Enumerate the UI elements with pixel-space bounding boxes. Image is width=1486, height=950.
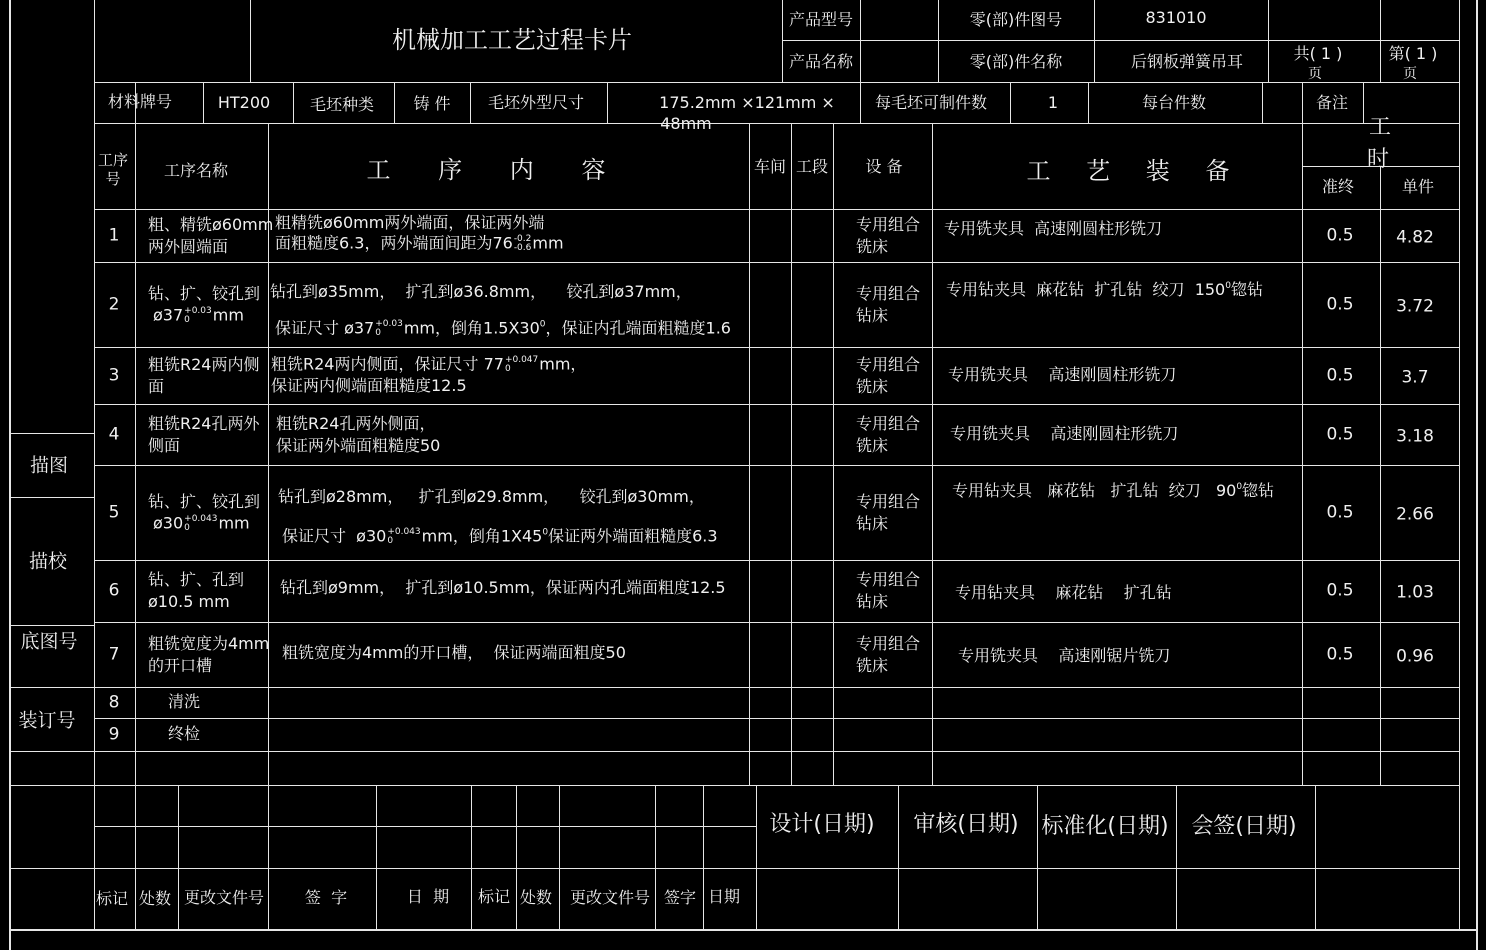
op-no: 4 [108,424,120,444]
footer-change-doc: 更改文件号 [569,888,651,907]
footer-change-doc: 更改文件号 [183,888,265,907]
op-unit-time: 2.66 [1396,504,1434,524]
tolerance-stack [387,528,420,546]
side-label-binding-no: 装订号 [18,709,76,732]
grid-line [394,82,395,123]
total-pages-label: 共( 1 ) [1293,44,1343,63]
part-drawing-no-label: 零(部)件图号 [969,10,1063,29]
grid-line [10,625,94,626]
op-equipment: 专用组合 [856,283,921,303]
grid-line [94,826,756,827]
text-run: 专用钻夹具 麻花钻 扩孔钻 绞刀 90 [952,481,1237,500]
op-setup-time: 0.5 [1326,644,1354,664]
text-run: 保证尺寸 ø30 [282,526,387,546]
grid-line [94,82,1459,83]
tooling-header: 工 艺 装 备 [1026,157,1230,185]
grid-line [516,785,517,930]
text-run: 锪钻 [1230,280,1263,299]
op-no: 5 [108,502,120,522]
grid-line [1268,0,1269,82]
op-setup-time: 0.5 [1326,424,1354,444]
grid-line [10,868,1459,869]
op-name: 清洗 [167,691,201,711]
grid-line [293,82,294,123]
card-title: 机械加工工艺过程卡片 [392,26,632,54]
grid-line [9,0,11,950]
op-name: 面 [148,376,165,396]
op-equipment: 铣床 [856,655,889,675]
op-content: 钻孔到ø28mm， 扩孔到ø29.8mm， 铰孔到ø30mm， [278,487,705,506]
grid-line [655,785,656,930]
op-content: 粗铣宽度为4mm的开口槽， 保证两端面粗度50 [282,643,626,662]
text-run: mm [218,513,250,532]
op-setup-time: 0.5 [1326,225,1354,245]
op-name: 终检 [167,723,201,743]
op-content: 保证两外端面粗糙度50 [276,436,441,455]
op-equipment: 钻床 [856,513,889,533]
text-run: ，保证内孔端面粗糙度1.6 [545,318,731,338]
footer-signature: 签 字 [304,888,348,907]
grid-line [1476,0,1478,950]
upper-deviation: +0.047 [504,355,539,365]
op-no: 9 [108,724,120,744]
op-content [282,528,718,546]
blank-type-value: 铸 件 [413,94,451,113]
page-no-label: 第( 1 ) [1388,44,1438,63]
op-name: 钻、扩、孔到 [148,570,245,589]
grid-line [470,82,471,123]
grid-line [94,404,1459,405]
lower-deviation: -0.6 [513,243,532,253]
time-header: 工 [1368,115,1392,140]
op-content-header: 工 序 内 容 [366,156,606,184]
grid-line [898,785,899,930]
grid-line [1088,82,1089,123]
unit-time-header: 单件 [1401,177,1435,196]
blank-size-label: 毛坯外型尺寸 [487,93,585,112]
op-name: ø10.5 mm [148,592,230,611]
op-equipment: 钻床 [856,592,889,611]
tolerance-stack [514,235,532,253]
tolerance-stack [184,515,217,533]
grid-line [94,687,1459,688]
grid-line [94,560,1459,561]
pieces-per-unit-label: 每台件数 [1141,93,1207,112]
degree-mark: 0 [542,527,549,538]
op-equipment: 专用组合 [856,633,921,653]
text-run: mm [212,305,244,324]
product-name-label: 产品名称 [788,52,854,71]
text-run: mm， [539,354,587,374]
lower-deviation: 0 [184,314,190,325]
footer-design: 设计(日期) [769,812,875,837]
grid-line [268,785,269,930]
footer-date: 日期 [707,887,741,906]
text-run: 粗铣R24两内侧面，保证尺寸 77 [271,354,504,374]
op-content [275,235,564,253]
grid-line [94,718,1459,719]
upper-deviation: +0.043 [387,527,421,537]
grid-line [94,465,1459,466]
footer-signature: 签字 [663,888,697,907]
grid-line [1363,82,1364,123]
blank-type-label: 毛坯种类 [309,95,375,114]
text-run: 专用钻夹具 麻花钻 扩孔钻 绞刀 150 [946,280,1226,299]
op-no-header: 工序 号 [97,151,129,188]
grid-line [938,0,939,82]
material-grade-value: HT200 [217,93,271,112]
workshop-header: 车间 [753,157,787,176]
op-equipment: 专用组合 [856,570,921,589]
grid-line [10,687,94,688]
grid-line [178,785,179,930]
blank-size-value: 48mm [660,114,712,133]
tolerance-stack [184,307,212,325]
grid-line [135,785,136,930]
op-unit-time: 1.03 [1396,582,1434,603]
grid-line [1037,785,1038,930]
equipment-header: 设 备 [865,157,903,176]
op-tooling: 专用钻夹具 麻花钻 扩孔钻 [955,583,1172,602]
op-equipment: 专用组合 [856,491,921,511]
blank-size-value: 175.2mm ×121mm × [659,93,835,112]
footer-count: 处数 [138,889,172,908]
grid-line [782,40,1459,41]
footer-date: 日 期 [406,887,450,906]
part-drawing-no-value: 831010 [1145,8,1207,27]
grid-line [94,751,1459,752]
op-name [153,307,244,325]
grid-line [1094,0,1095,82]
part-name-value: 后钢板弹簧吊耳 [1130,52,1244,71]
side-label-trace: 描图 [29,454,69,477]
grid-line [203,82,204,123]
footer-review: 审核(日期) [913,812,1019,837]
op-name: 钻、扩、铰孔到 [148,283,261,303]
op-setup-time: 0.5 [1326,294,1354,314]
part-name-label: 零(部)件名称 [969,52,1063,71]
op-unit-time: 3.72 [1396,296,1434,316]
op-name: 两外圆端面 [148,236,229,256]
grid-line [1302,82,1303,123]
grid-line [376,785,377,930]
op-unit-time: 0.96 [1396,646,1434,666]
op-tooling: 专用铣夹具 高速刚圆柱形铣刀 [944,219,1163,238]
side-label-check: 描校 [28,550,68,573]
footer-count: 处数 [519,888,553,907]
grid-line [703,785,704,930]
grid-line [559,785,560,930]
upper-deviation: +0.03 [184,305,212,316]
setup-time-header: 准终 [1321,177,1355,196]
op-content: 保证两内侧端面粗糙度12.5 [271,376,467,395]
upper-deviation: -0.2 [513,234,532,244]
op-unit-time: 3.18 [1396,426,1434,446]
op-equipment: 专用组合 [856,354,921,374]
tolerance-stack [505,356,538,374]
text-run: ø30 [153,513,184,532]
grid-line [471,785,472,930]
section-header: 工段 [795,157,829,176]
product-model-label: 产品型号 [788,10,854,29]
text-run: ø37 [153,305,184,324]
footer-countersign: 会签(日期) [1191,814,1297,839]
text-run: mm，倒角1X45 [421,526,543,546]
op-content [271,356,586,374]
op-content: 粗铣R24孔两外侧面， [276,414,436,433]
pieces-per-blank-value: 1 [1047,93,1059,112]
op-unit-time: 3.7 [1401,367,1429,387]
grid-line [1010,82,1011,123]
upper-deviation: +0.03 [375,319,403,329]
grid-line [94,123,1459,124]
footer-standardize: 标准化(日期) [1041,814,1169,839]
op-content: 钻孔到ø35mm， 扩孔到ø36.8mm， 铰孔到ø37mm， [270,282,692,301]
op-no: 7 [108,644,120,664]
op-tooling: 专用铣夹具 高速刚圆柱形铣刀 [948,365,1177,384]
op-name: 的开口槽 [148,655,213,675]
degree-mark: 0 [1225,281,1231,291]
footer-mark: 标记 [477,887,511,906]
op-no: 3 [108,365,120,385]
op-name: 粗铣R24孔两外 [148,413,260,433]
op-equipment: 铣床 [856,435,889,455]
grid-line [250,0,251,82]
op-setup-time: 0.5 [1326,365,1354,385]
op-equipment: 专用组合 [856,413,921,433]
grid-line [10,751,94,752]
op-equipment: 钻床 [856,305,889,325]
op-tooling: 专用铣夹具 高速刚锯片铣刀 [958,646,1171,665]
degree-mark: 0 [1236,482,1243,492]
grid-line [10,785,1459,786]
grid-line [860,0,861,82]
grid-line [1380,166,1381,785]
grid-line [10,433,94,434]
grid-line [1176,785,1177,930]
text-run: 保证两外端面粗糙度6.3 [548,526,718,546]
op-name: 粗铣宽度为4mm [148,633,270,653]
grid-line [782,0,783,82]
op-content: 粗精铣ø60mm两外端面，保证两外端 [275,213,545,232]
time-header: 时 [1366,147,1390,172]
grid-line [1262,82,1263,123]
page-unit: 页 [1403,66,1417,82]
op-setup-time: 0.5 [1326,580,1354,601]
op-name: 粗、精铣ø60mm [148,214,274,234]
op-name: 侧面 [148,435,181,455]
op-name: 钻、扩、铰孔到 [148,491,261,511]
grid-line [94,209,1459,210]
op-tooling [946,282,1263,298]
op-equipment: 铣床 [856,236,889,256]
op-no: 6 [108,580,120,601]
text-run: 锪钻 [1242,481,1275,500]
text-run: 保证尺寸 ø37 [275,318,375,338]
remarks-label: 备注 [1315,93,1349,112]
material-grade-label: 材料牌号 [107,92,173,111]
text-run: 面粗糙度6.3，两外端面间距为76 [275,233,513,253]
op-name [153,515,250,533]
pieces-per-blank-label: 每毛坯可制件数 [874,93,988,112]
grid-line [607,82,608,123]
text-run: mm [532,233,564,253]
grid-line [756,785,757,930]
grid-line [94,622,1459,623]
footer-mark: 标记 [95,889,129,908]
grid-line [10,497,94,498]
lower-deviation: 0 [387,536,394,546]
op-tooling: 专用铣夹具 高速刚圆柱形铣刀 [950,424,1179,443]
lower-deviation: 0 [504,364,511,374]
op-unit-time: 4.82 [1396,227,1434,247]
op-no: 8 [108,692,120,712]
op-content: 钻孔到ø9mm， 扩孔到ø10.5mm，保证两内孔端面粗度12.5 [280,578,726,597]
op-tooling [952,483,1274,499]
op-equipment: 专用组合 [856,214,921,234]
grid-line [10,929,1477,931]
grid-line [860,82,861,123]
side-label-base-no: 底图号 [20,630,78,653]
lower-deviation: 0 [375,328,381,338]
degree-mark: 0 [539,319,546,330]
grid-line [1380,0,1381,82]
grid-line [94,347,1459,348]
op-no: 1 [108,225,120,245]
op-name-header: 工序名称 [163,161,229,180]
page-unit: 页 [1308,66,1322,82]
op-setup-time: 0.5 [1326,502,1354,522]
grid-line [94,262,1459,263]
op-content [275,320,731,338]
op-no: 2 [108,294,120,314]
tolerance-stack [375,320,403,338]
lower-deviation: 0 [184,522,190,533]
op-equipment: 铣床 [856,376,889,396]
grid-line [1315,785,1316,930]
text-run: mm，倒角1.5X30 [403,318,540,338]
op-name: 粗铣R24两内侧 [148,354,260,374]
upper-deviation: +0.043 [184,513,218,524]
